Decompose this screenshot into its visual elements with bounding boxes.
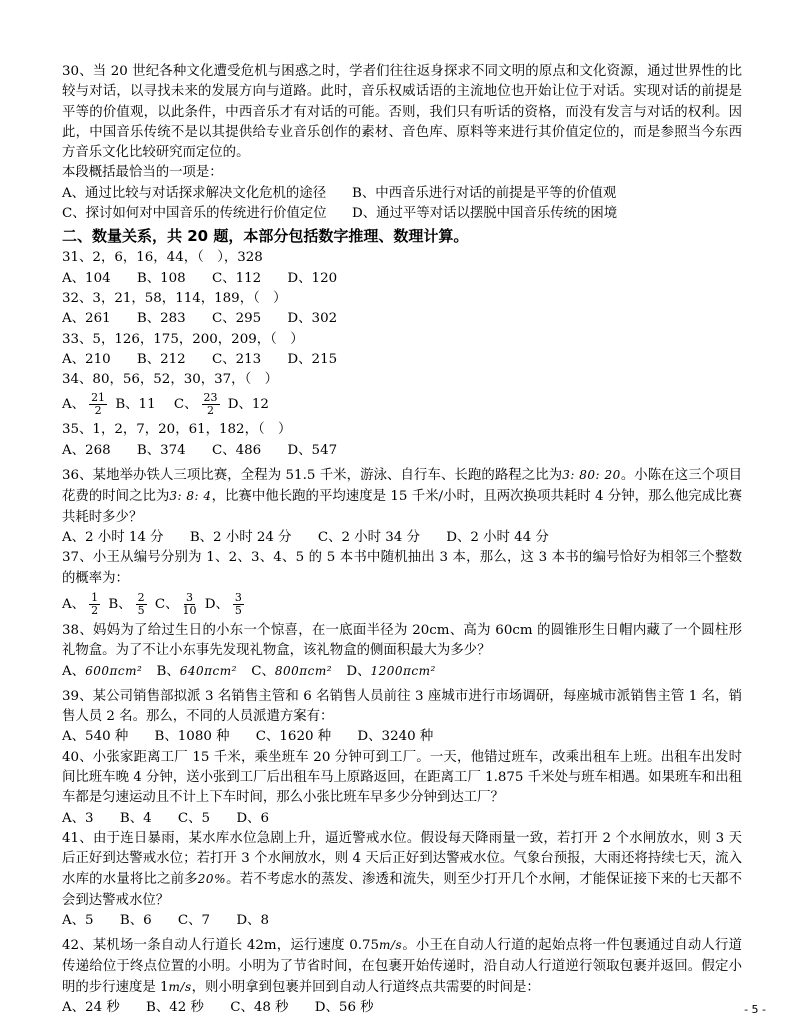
option-a-value: 600πcm² [85,664,143,679]
question-30-prompt: 本段概括最恰当的一项是： [62,165,223,181]
speed-unit: m/s [379,938,403,953]
option-a: A、210 [62,351,111,367]
option-b: B、212 [136,351,186,367]
option-b-value: 640πcm² [179,664,237,679]
question-35-text: 35、1，2，7，20，61，182，（ ） [62,422,292,438]
option-a-label: A、 [62,397,86,413]
option-c: C、112 [211,270,262,286]
option-a: A、261 [62,311,111,327]
option-c: C、5 [177,810,211,826]
section-title: 二、数量关系，共 20 题，本部分包括数字推理、数理计算。 [62,227,469,246]
numerator: 2 [137,590,145,604]
option-a: A、通过比较与对话探求解决文化危机的途径 [62,185,327,201]
speed-unit: m/s [168,979,192,994]
question-39-text: 39、某公司销售部拟派 3 名销售主管和 6 名销售人员前往 3 座城市进行市场调研，每座城市派销售主管 1 名，销售人员 2 名。那么，不同的人员派遣方案有： [62,688,742,725]
option-a: A、2 小时 14 分 [62,529,164,545]
option-d: D、2 小时 44 分 [446,529,549,545]
option-d: D、302 [287,311,338,327]
option-b: B、中西音乐进行对话的前提是平等的价值观 [352,185,617,201]
question-41-part2: 。若不考虑水的蒸发、渗透和流失，则至少打开几个水闸，才能保证接下来的七天都不会到达警戒水位？ [62,872,742,908]
option-b-label: B、 [108,596,132,612]
question-42-part2: 。小王在自动人行道的起始点将一件包裹通过自动人行道传递给位于终点位置的小明。小明为了节省时间，在包裹开始传递时，沿自动人行道逆行领取包裹并返回。假定小明的步行速度是 1 [62,938,742,995]
option-a-label: A、 [62,596,86,612]
increase-percent: 20% [197,872,226,887]
question-41-text [62,829,742,911]
option-c: C、213 [211,351,262,367]
question-32-options [62,309,742,329]
fraction [202,392,220,417]
option-c: C、7 [177,912,211,928]
fraction [233,592,244,617]
time-ratio: 3: 8: 4 [169,489,212,504]
option-c: C、486 [211,442,262,458]
option-d: D、3240 种 [357,729,434,745]
question-42-text [62,935,742,998]
option-b: B、4 [119,810,152,826]
question-41-part1: 41、由于连日暴雨，某水库水位急剧上升，逼近警戒水位。假设每天降雨量一致，若打开 2 个水闸放水，则 3 天后正好到达警戒水位；若打开 3 个水闸放水，则 4 天后正好到达警戒水位。气象台预报，大雨还将持续七天，流入水库的水量将比之前多 [62,830,742,888]
question-33-options [62,350,742,370]
question-41-options [62,911,742,931]
question-38-text: 38、妈妈为了给过生日的小东一个惊喜，在一底面半径为 20cm、高为 60cm 的圆锥形生日帽内藏了一个圆柱形礼物盒。为了不让小东事先发现礼物盒，该礼物盒的侧面积最大为多少？ [62,622,742,659]
fraction [89,392,107,417]
option-b: B、42 秒 [146,1000,204,1016]
option-a: A、24 秒 [62,1000,120,1016]
exam-page [62,62,742,1018]
question-36-part1: 36、某地举办铁人三项比赛，全程为 51.5 千米，游泳、自行车、长跑的路程之比为 [62,468,563,484]
question-36-text [62,465,742,528]
question-37-options [62,589,742,621]
option-c: C、2 小时 34 分 [317,529,420,545]
option-d-value: 1200πcm² [370,664,436,679]
question-36-part2: 。小陈在这三个项目花费的时间之比为 [62,468,742,505]
option-c-value: 800πcm² [274,664,333,679]
denominator: 5 [137,603,145,617]
option-b: B、1080 种 [154,729,230,745]
option-c: C、48 秒 [230,1000,289,1016]
option-d: D、通过平等对话以摆脱中国音乐传统的困境 [352,206,618,222]
option-a: A、3 [62,810,94,826]
numerator: 1 [91,590,99,604]
option-d: D、8 [236,912,269,928]
question-36-options [62,528,742,548]
option-c-label: C、 [251,664,275,680]
question-36-part3: ，比赛中他长跑的平均速度是 15 千米/小时，且两次换项共耗时 4 分钟，那么他完成比赛共耗时多少？ [62,489,742,525]
option-d-label: D、 [346,664,371,680]
question-42-part1: 42、某机场一条自动人行道长 42m，运行速度 0.75 [62,938,380,954]
numerator: 23 [203,391,218,405]
distance-ratio: 3: 80: 20 [562,468,621,483]
numerator: 3 [234,590,242,604]
question-37-text: 37、小王从编号分别为 1、2、3、4、5 的 5 本书中随机抽出 3 本，那么，这 3 本书的编号恰好为相邻三个整数的概率为： [62,550,742,586]
fraction [136,592,147,617]
option-c: C、295 [211,311,262,327]
option-b: B、108 [136,270,186,286]
option-b: B、374 [136,442,186,458]
option-d-label: D、 [204,596,229,612]
question-33-text: 33、5，126，175，200，209，（ ） [62,331,304,347]
question-32-text: 32、3，21，58，114，189，（ ） [62,290,287,306]
question-31-options [62,269,742,289]
numerator: 21 [91,391,106,405]
page-number: - 5 - [744,1003,766,1016]
numerator: 3 [185,590,193,604]
option-d: D、547 [287,442,338,458]
fraction [89,592,100,617]
option-a: A、540 种 [62,729,129,745]
option-d: D、120 [287,270,338,286]
option-b: B、283 [136,311,186,327]
denominator: 5 [234,603,242,617]
question-39-options [62,727,742,747]
option-d: D、6 [236,810,269,826]
question-34-text: 34、80，56，52，30，37，（ ） [62,372,279,388]
denominator: 2 [91,603,99,617]
question-35-options [62,441,742,461]
option-a: A、5 [62,912,94,928]
option-b-label: B、 [156,664,180,680]
question-42-part3: ，则小明拿到包裹并回到自动人行道终点共需要的时间是： [191,979,540,995]
denominator: 2 [94,404,102,418]
question-30-text: 30、当 20 世纪各种文化遭受危机与困惑之时，学者们往往返身探求不同文明的原点和文化资源，通过世界性的比较与对话，以寻找未来的发展方向与道路。此时，音乐权威话语的主流地位也开始让位于对话。实现对话的前提是平等的价值观，以此条件，中西音乐才有对话的可能。否则，我们只有听话的资格，而没有发言与对话的权利。因此，中国音乐传统不是以其提供给专业音乐创作的素材、音色库、原料等来进行其价值定位的，而是参照当今东西方音乐文化比较研究而定位的。 [62,64,742,161]
option-b: B、2 小时 24 分 [189,529,292,545]
question-34-options [62,390,742,420]
option-c: C、探讨如何对中国音乐的传统进行价值定位 [62,206,327,222]
option-a: A、268 [62,442,111,458]
option-c-label: C、 [173,397,198,413]
option-a-label: A、 [62,664,86,680]
question-38-options [62,661,742,682]
question-31-text: 31、2，6，16，44，（ ），328 [62,250,263,266]
option-d: D、56 秒 [314,1000,374,1016]
question-30-options-row2 [62,204,742,224]
option-b: B、11 [115,397,156,413]
denominator: 10 [182,603,197,617]
question-40-text: 40、小张家距离工厂 15 千米，乘坐班车 20 分钟可到工厂。一天，他错过班车，改乘出租车上班。出租车出发时间比班车晚 4 分钟，送小张到工厂后出租车马上原路返回，在距离工厂 1.875 千米处与班车相遇。如果班车和出租车都是匀速运动且不计上下车时间，那么小张比班车早多少分钟到达工厂？ [62,749,742,806]
denominator: 2 [207,404,215,418]
option-c: C、1620 种 [255,729,332,745]
fraction [182,592,196,617]
option-a: A、104 [62,270,111,286]
option-d: D、12 [227,397,269,413]
question-40-options [62,809,742,829]
question-42-options [62,998,742,1018]
question-30-options-row1 [62,184,742,204]
option-d: D、215 [287,351,338,367]
option-c-label: C、 [154,596,179,612]
option-b: B、6 [119,912,152,928]
